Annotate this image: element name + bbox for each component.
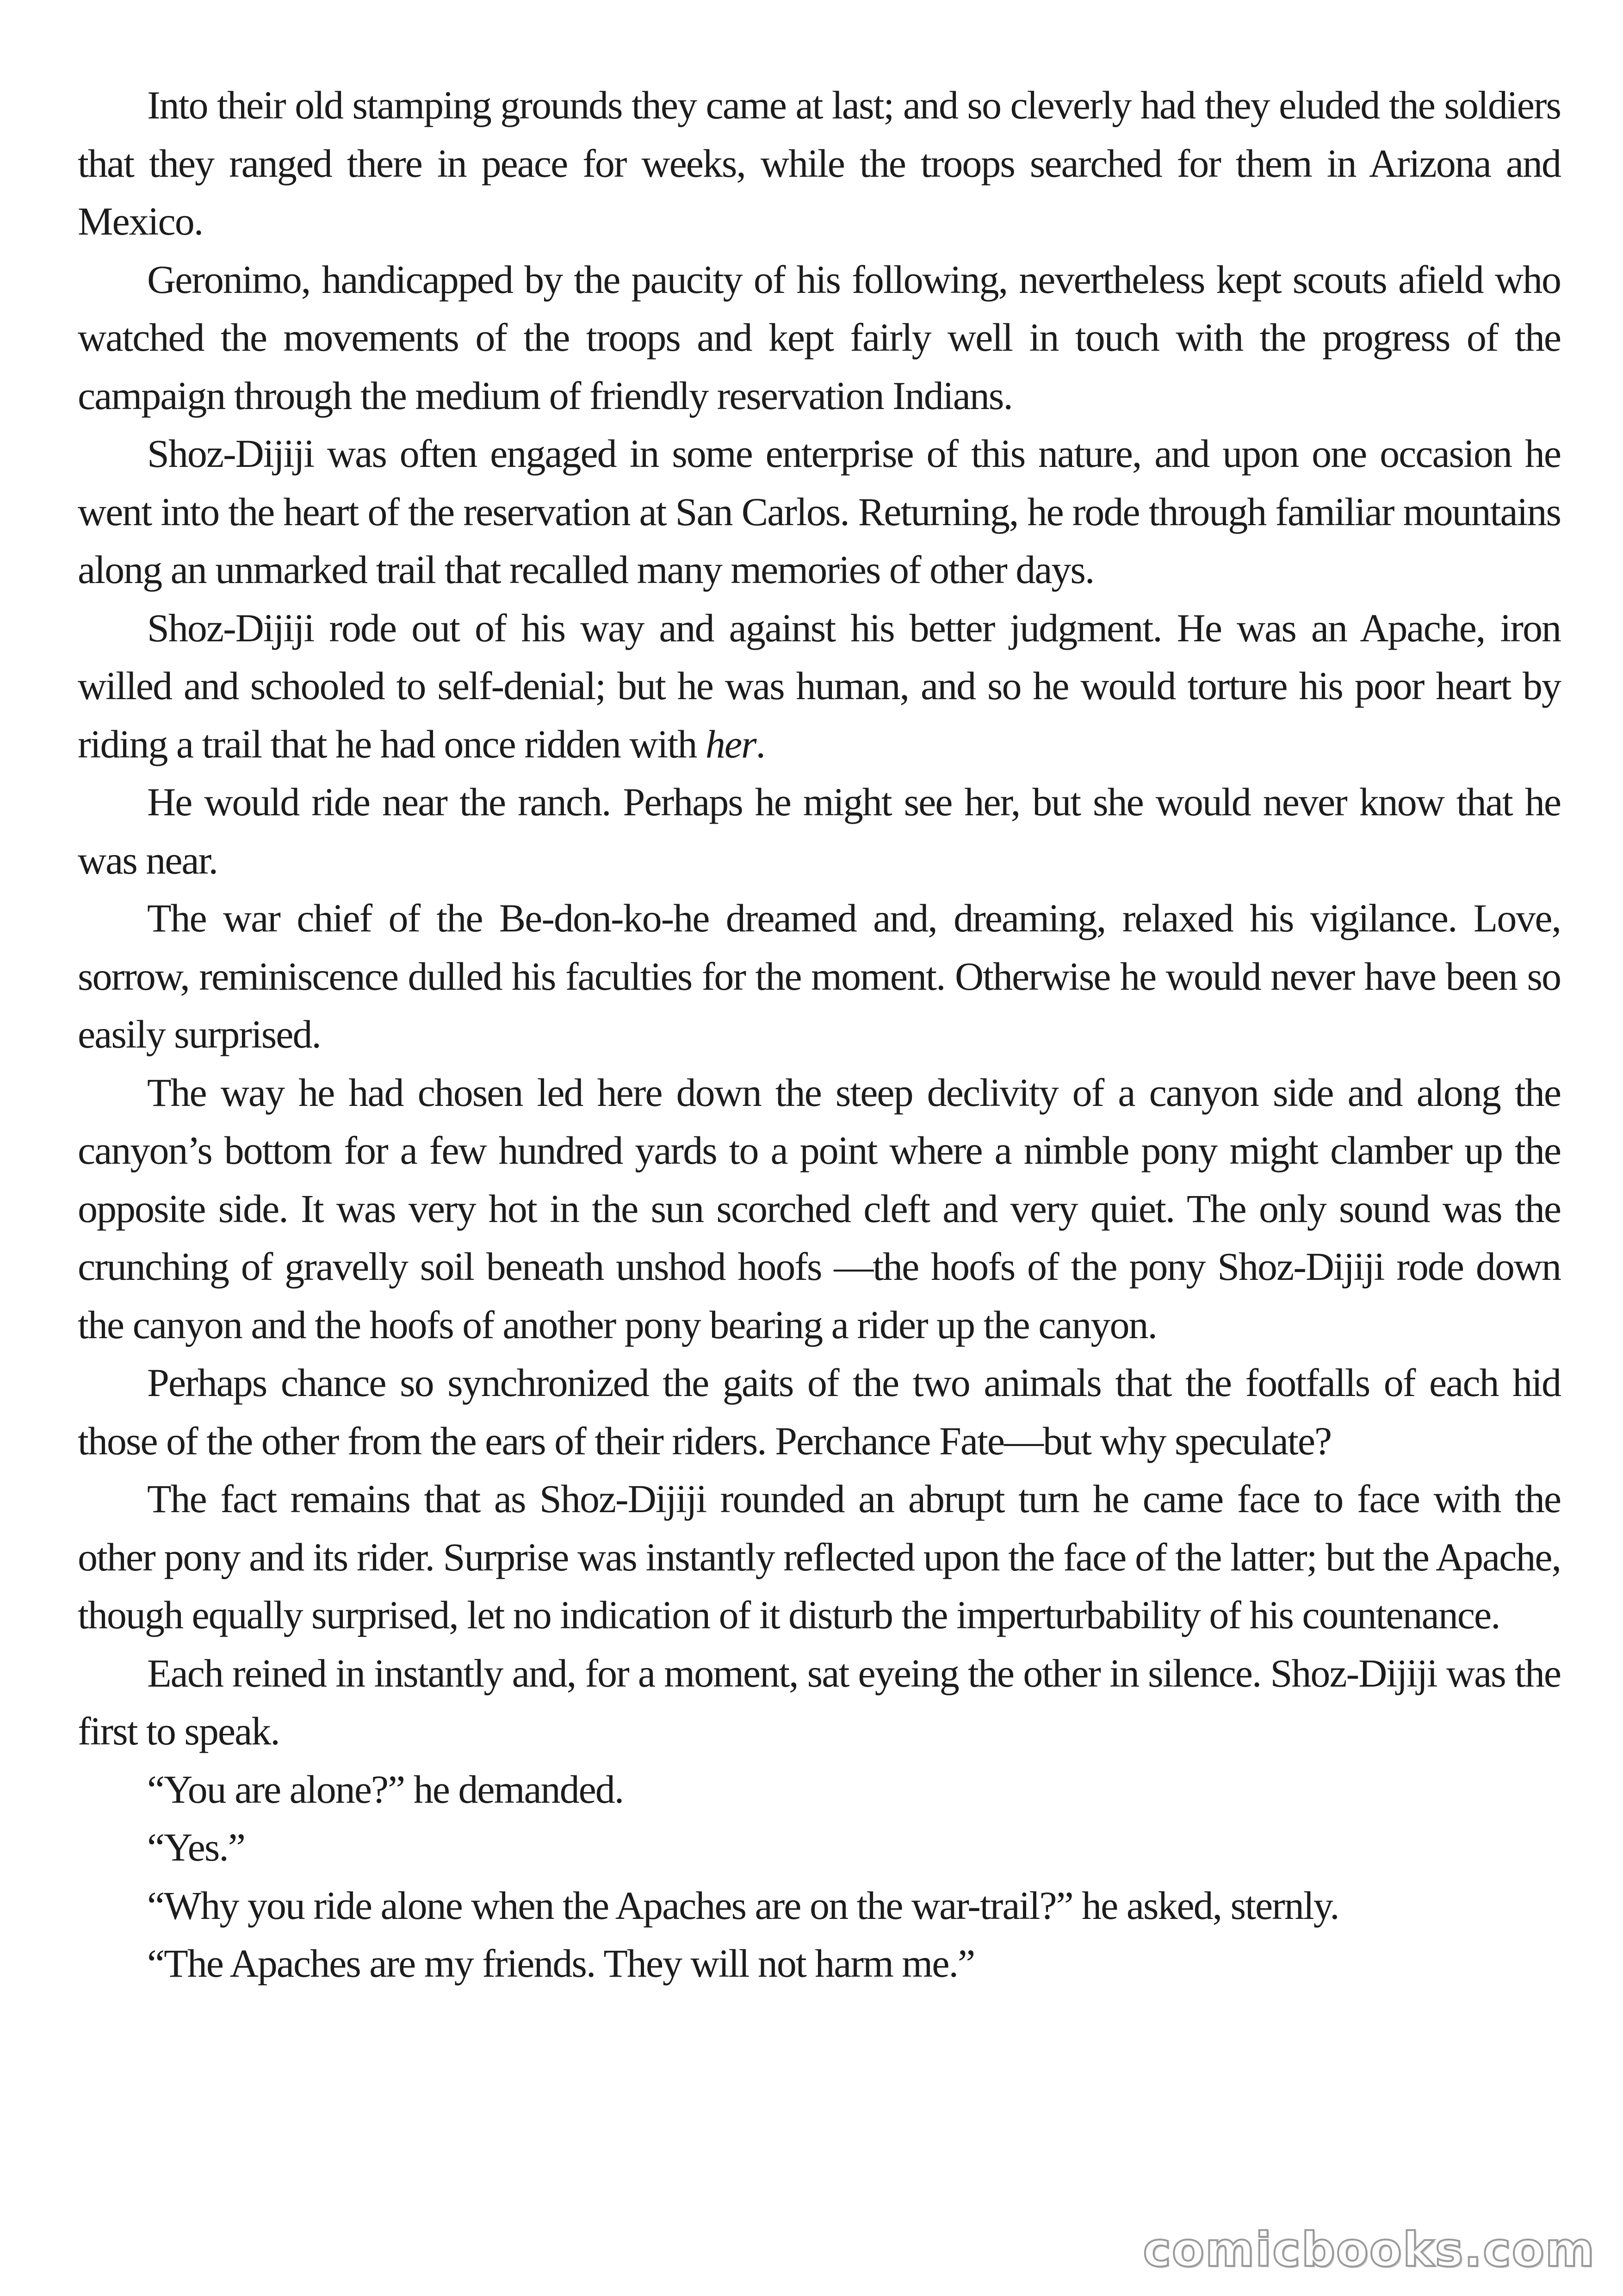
emphasized-word: her bbox=[705, 721, 756, 766]
dialogue-line: “Yes.” bbox=[147, 1825, 245, 1869]
paragraph: Each reined in instantly and, for a moment, sat eyeing the other in silence. Shoz-Dijiji was the first to speak. bbox=[78, 1651, 1561, 1753]
paragraph: Shoz-Dijiji was often engaged in some enterprise of this nature, and upon one occasion he went into the heart of the reservation at San Carlos. Returning, he rode through familiar mountains along an unmarked trail that recalled many memories of other days. bbox=[78, 431, 1561, 592]
page-body-text bbox=[78, 76, 1561, 1993]
dialogue-line: “Why you ride alone when the Apaches are on the war-trail?” he asked, sternly. bbox=[147, 1883, 1339, 1928]
paragraph: Geronimo, handicapped by the paucity of his following, nevertheless kept scouts afield who watched the movements of the troops and kept fairly well in touch with the progress of the campaign through the medium of friendly reservation Indians. bbox=[78, 257, 1561, 418]
paragraph: The war chief of the Be-don-ko-he dreamed and, dreaming, relaxed his vigilance. Love, sorrow, reminiscence dulled his faculties for the moment. Otherwise he would never have been so easily surprised. bbox=[78, 896, 1561, 1056]
paragraph: Into their old stamping grounds they came at last; and so cleverly had they eluded the soldiers that they ranged there in peace for weeks, while the troops searched for them in Arizona and Mexico. bbox=[78, 83, 1561, 243]
paragraph: The way he had chosen led here down the steep declivity of a canyon side and along the canyon’s bottom for a few hundred yards to a point where a nimble pony might clamber up the opposite side. It was very hot in the sun scorched cleft and very quiet. The only sound was the crunching of gravelly soil beneath unshod hoofs —the hoofs of the pony Shoz-Dijiji rode down the canyon and the hoofs of another pony bearing a rider up the canyon. bbox=[78, 1070, 1561, 1347]
dialogue-line: “You are alone?” he demanded. bbox=[147, 1767, 624, 1812]
paragraph: The fact remains that as Shoz-Dijiji rounded an abrupt turn he came face to face with the other pony and its rider. Surprise was instantly reflected upon the face of the latter; but the Apache, though equally surprised, let no indication of it disturb the imperturbability of his countenance. bbox=[78, 1477, 1561, 1637]
paragraph: Perhaps chance so synchronized the gaits of the two animals that the footfalls of each hid those of the other from the ears of their riders. Perchance Fate—but why speculate? bbox=[78, 1360, 1561, 1463]
paragraph: Shoz-Dijiji rode out of his way and against his better judgment. He was an Apache, iron willed and schooled to self-denial; but he was human, and so he would torture his poor heart by riding a trail that he had once ridden with her. bbox=[78, 605, 1561, 766]
dialogue-line: “The Apaches are my friends. They will not harm me.” bbox=[147, 1941, 975, 1986]
paragraph: He would ride near the ranch. Perhaps he might see her, but she would never know that he was near. bbox=[78, 780, 1561, 882]
watermark-logo: comicbooks.com bbox=[1143, 2222, 1595, 2277]
